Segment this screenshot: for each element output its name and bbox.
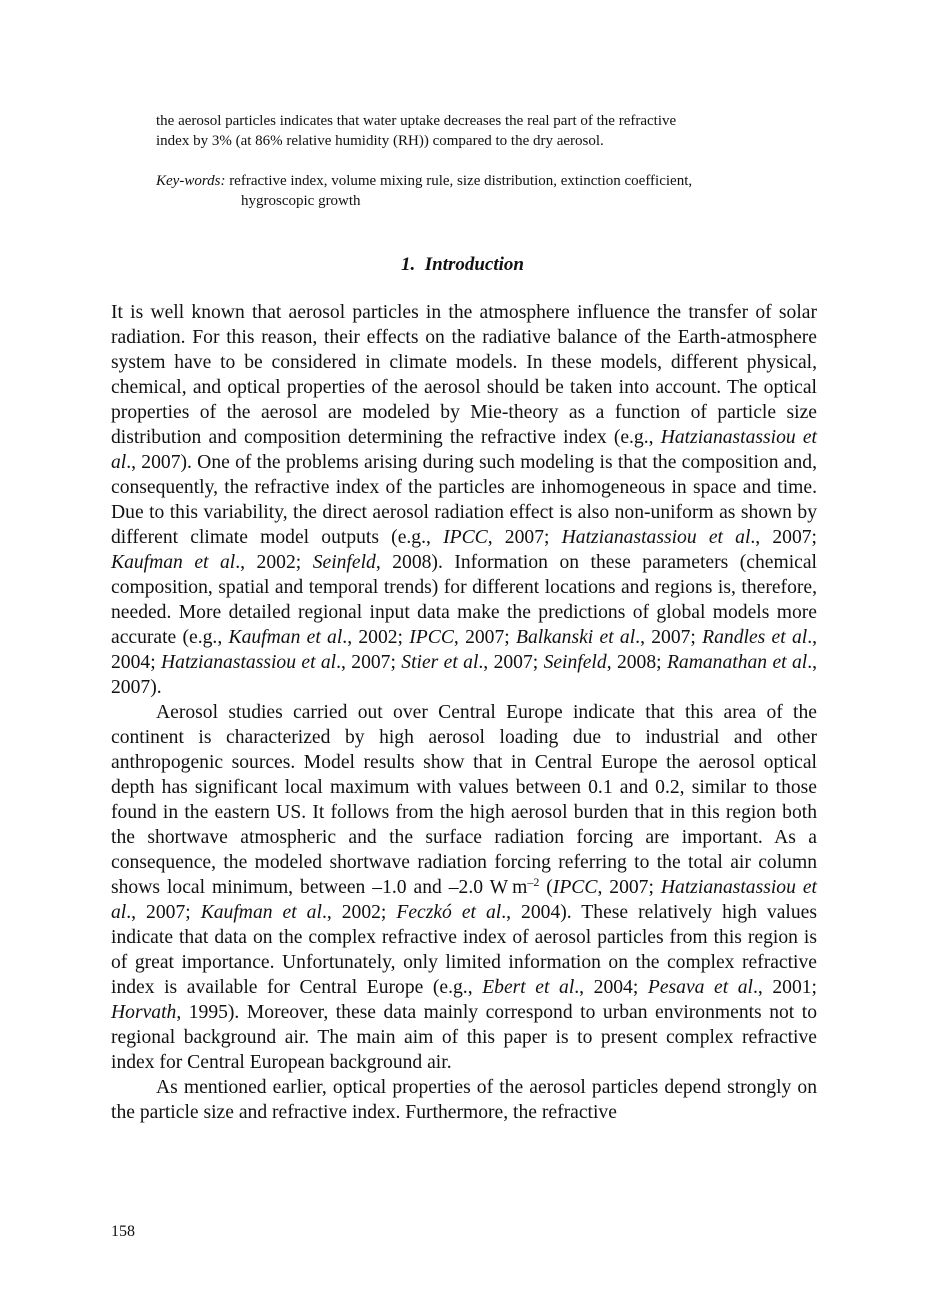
section-heading <box>0 254 925 276</box>
keywords-line: hygroscopic growth <box>241 193 361 209</box>
citation: Hatzianastassiou et al <box>111 877 817 923</box>
citation: Pesava et al <box>647 977 753 998</box>
section-title: Introduction <box>424 254 524 275</box>
citation: IPCC <box>409 627 454 648</box>
citation: Seinfeld <box>543 652 607 673</box>
body-text <box>111 300 817 1125</box>
keywords-label: Key-words: <box>156 173 226 189</box>
citation: Hatzianastassiou et al <box>561 527 751 548</box>
citation: Kaufman et al <box>200 902 322 923</box>
paragraph: Aerosol studies carried out over Central Europe indicate that this area of the continent is characterized by high aerosol loading due to industrial and other anthropogenic sources. Model results show that in Central Europe the aerosol optical depth has significant local maximum with values between 0.1 and 0.2, similar to those found in the eastern US. It follows from the high aerosol burden that in this region both the shortwave atmospheric and the surface radiation forcing are important. As a consequence, the modeled shortwave radiation forcing referring to the total air column shows local minimum, between –1.0 and –2.0 W $m^{-2}$ (IPCC, 2007; Hatzianastassiou et al., 2007; Kaufman et al., 2002; Feczkó et al., 2004). These relatively high values indicate that data on the complex refractive index of aerosol particles from this region is of great importance. Unfortunately, only limited information on the complex refractive index is available for Central Europe (e.g., Ebert et al., 2004; Pesava et al., 2001; Horvath, 1995). Moreover, these data mainly correspond to urban environments not to regional background air. The main aim of this paper is to present complex refractive index for Central European background air. <box>111 702 817 1073</box>
section-number: 1. <box>400 254 416 275</box>
abstract-line: the aerosol particles indicates that water uptake decreases the real part of the refractive <box>156 113 677 129</box>
citation: Seinfeld <box>312 552 376 573</box>
citation: Randles et al <box>702 627 808 648</box>
page-number: 158 <box>111 1223 135 1240</box>
paragraph: It is well known that aerosol particles in the atmosphere influence the transfer of solar radiation. For this reason, their effects on the radiative balance of the Earth‑atmosphere system have to be considered in climate models. In these models, different physical, chemical, and optical properties of the aerosol should be taken into account. The optical properties of the aerosol are modeled by Mie‑theory as a function of particle size distribution and composition determining the refractive index (e.g., Hatzianastassiou et al., 2007). One of the problems arising during such modeling is that the composition and, consequently, the refractive index of the particles are inhomogeneous in space and time. Due to this variability, the direct aerosol radiation effect is also non-uniform as shown by different climate model outputs (e.g., IPCC, 2007; Hatzianastassiou et al., 2007; Kaufman et al., 2002; Seinfeld, 2008). Information on these parameters (chemical composition, spatial and temporal trends) for different locations and regions is, therefore, needed. More detailed regional input data make the predictions of global models more accurate (e.g., Kaufman et al., 2002; IPCC, 2007; Balkanski et al., 2007; Randles et al., 2004; Hatzianastassiou et al., 2007; Stier et al., 2007; Seinfeld, 2008; Ramanathan et al., 2007). <box>111 302 818 698</box>
citation: Kaufman et al <box>111 552 236 573</box>
citation: Ebert et al <box>482 977 575 998</box>
citation: Hatzianastassiou et al <box>161 652 337 673</box>
citation: IPCC <box>443 527 488 548</box>
keywords <box>156 171 796 211</box>
citation: Kaufman et al <box>228 627 343 648</box>
citation: Balkanski et al <box>515 627 636 648</box>
citation: IPCC <box>552 877 598 898</box>
paragraph: As mentioned earlier, optical properties of the aerosol particles depend strongly on the particle size and refractive index. Furthermore, the refractive <box>111 1077 817 1123</box>
citation: Feczkó et al <box>396 902 502 923</box>
abstract-tail <box>156 111 776 151</box>
citation: Hatzianastassiou et al <box>111 427 817 473</box>
citation: Horvath <box>111 1002 177 1023</box>
abstract-line: index by 3% (at 86% relative humidity (RH)) compared to the dry aerosol. <box>156 133 604 149</box>
citation: Stier et al <box>401 652 479 673</box>
keywords-line: refractive index, volume mixing rule, size distribution, extinction coefficient, <box>229 173 693 189</box>
citation: Ramanathan et al <box>666 652 808 673</box>
superscript: –2 <box>527 875 540 889</box>
